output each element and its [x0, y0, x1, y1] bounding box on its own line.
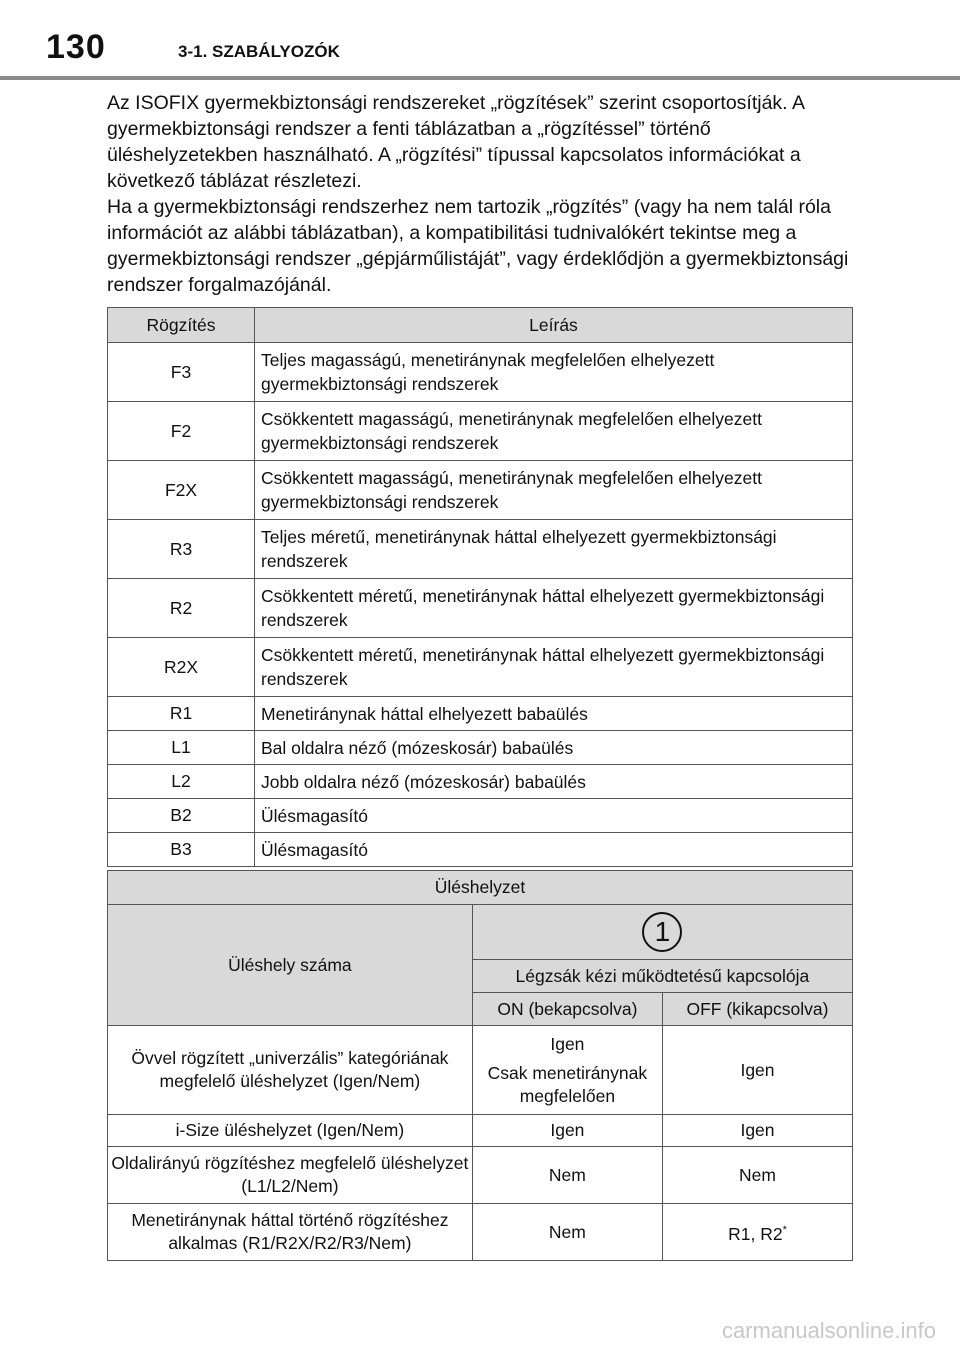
fixture-description: Menetiránynak háttal elhelyezett babaülés	[255, 697, 853, 731]
table-row	[108, 833, 853, 867]
table-row	[108, 799, 853, 833]
fixture-code: R1	[108, 697, 255, 731]
on-value-main: Igen	[550, 1033, 585, 1054]
intro-paragraph-2: Ha a gyermekbiztonsági rendszerhez nem tartozik „rögzítés” (vagy ha nem talál róla információt az alábbi táblázatban), a kompatibilitási tudnivalókért tekintse meg a gyermekbiztonsági rendszer „gépjárműlistáját”, vagy érdeklődjön a gyermekbiztonsági rendszer forgalmazójánál.	[107, 196, 849, 296]
table-header-row	[108, 308, 853, 343]
on-value: Nem	[472, 1147, 662, 1204]
column-header-description: Leírás	[255, 308, 853, 343]
table-row	[108, 520, 853, 579]
header-divider	[0, 76, 960, 80]
fixture-description: Csökkentett magasságú, menetiránynak megfelelően elhelyezett gyermekbiztonsági rendszerek	[255, 402, 853, 461]
fixture-description: Teljes magasságú, menetiránynak megfelelően elhelyezett gyermekbiztonsági rendszerek	[255, 343, 853, 402]
fixture-description: Ülésmagasító	[255, 799, 853, 833]
on-value: Igen	[472, 1115, 662, 1147]
seat-number-circle: 1	[642, 912, 682, 952]
page-header	[0, 0, 960, 80]
fixture-table	[107, 307, 853, 867]
off-value-text: R1, R2	[728, 1223, 783, 1244]
off-value: Nem	[662, 1147, 852, 1204]
fixture-description: Teljes méretű, menetiránynak háttal elhelyezett gyermekbiztonsági rendszerek	[255, 520, 853, 579]
table-row	[108, 1147, 853, 1204]
seat-table-title: Üléshelyzet	[108, 871, 853, 905]
off-label: OFF (kikapcsolva)	[662, 993, 852, 1026]
table-row	[108, 1204, 853, 1261]
table-row	[108, 638, 853, 697]
off-value	[662, 1204, 852, 1261]
page-number: 130	[46, 28, 106, 66]
fixture-code: L2	[108, 765, 255, 799]
fixture-code: B2	[108, 799, 255, 833]
fixture-description: Csökkentett méretű, menetiránynak háttal elhelyezett gyermekbiztonsági rendszerek	[255, 579, 853, 638]
seat-number-label: Üléshely száma	[108, 905, 473, 1026]
fixture-description: Ülésmagasító	[255, 833, 853, 867]
footnote-marker: *	[782, 1223, 787, 1236]
fixture-code: R2X	[108, 638, 255, 697]
off-value: Igen	[662, 1026, 852, 1115]
fixture-description: Csökkentett magasságú, menetiránynak megfelelően elhelyezett gyermekbiztonsági rendszerek	[255, 461, 853, 520]
fixture-code: R2	[108, 579, 255, 638]
table-row	[108, 1115, 853, 1147]
intro-text	[107, 90, 852, 298]
table-row	[108, 402, 853, 461]
fixture-description: Jobb oldalra néző (mózeskosár) babaülés	[255, 765, 853, 799]
fixture-description: Csökkentett méretű, menetiránynak háttal elhelyezett gyermekbiztonsági rendszerek	[255, 638, 853, 697]
fixture-code: F3	[108, 343, 255, 402]
row-label: i-Size üléshelyzet (Igen/Nem)	[108, 1115, 473, 1147]
table-row	[108, 731, 853, 765]
watermark: carmanualsonline.info	[721, 1318, 936, 1343]
row-label: Oldalirányú rögzítéshez megfelelő üléshelyzet (L1/L2/Nem)	[108, 1147, 473, 1204]
row-label: Menetiránynak háttal történő rögzítéshez alkalmas (R1/R2X/R2/R3/Nem)	[108, 1204, 473, 1261]
table-row	[108, 579, 853, 638]
seat-number-cell	[472, 905, 852, 960]
fixture-code: B3	[108, 833, 255, 867]
fixture-code: L1	[108, 731, 255, 765]
table-row	[108, 765, 853, 799]
table-row	[108, 1026, 853, 1115]
fixture-code: R3	[108, 520, 255, 579]
fixture-code: F2X	[108, 461, 255, 520]
off-value: Igen	[662, 1115, 852, 1147]
on-label: ON (bekapcsolva)	[472, 993, 662, 1026]
on-value: Nem	[472, 1204, 662, 1261]
table-row	[108, 461, 853, 520]
airbag-switch-label: Légzsák kézi működtetésű kapcsolója	[472, 960, 852, 993]
on-value-note: Csak menetiránynak megfelelően	[487, 1062, 648, 1106]
section-title: 3-1. SZABÁLYOZÓK	[178, 42, 340, 61]
column-header-fixture: Rögzítés	[108, 308, 255, 343]
intro-paragraph-1: Az ISOFIX gyermekbiztonsági rendszereket „rögzítések” szerint csoportosítják. A gyermekbiztonsági rendszer a fenti táblázatban a „rögzítéssel” történő üléshelyzetekben használható. A „rögzítési” típussal kapcsolatos információkat a következő táblázat részletezi.	[107, 92, 804, 192]
fixture-description: Bal oldalra néző (mózeskosár) babaülés	[255, 731, 853, 765]
fixture-code: F2	[108, 402, 255, 461]
on-value	[472, 1026, 662, 1115]
seat-position-table	[107, 870, 853, 1261]
row-label: Övvel rögzített „univerzális” kategóriának megfelelő üléshelyzet (Igen/Nem)	[108, 1026, 473, 1115]
table-row	[108, 343, 853, 402]
table-row	[108, 697, 853, 731]
